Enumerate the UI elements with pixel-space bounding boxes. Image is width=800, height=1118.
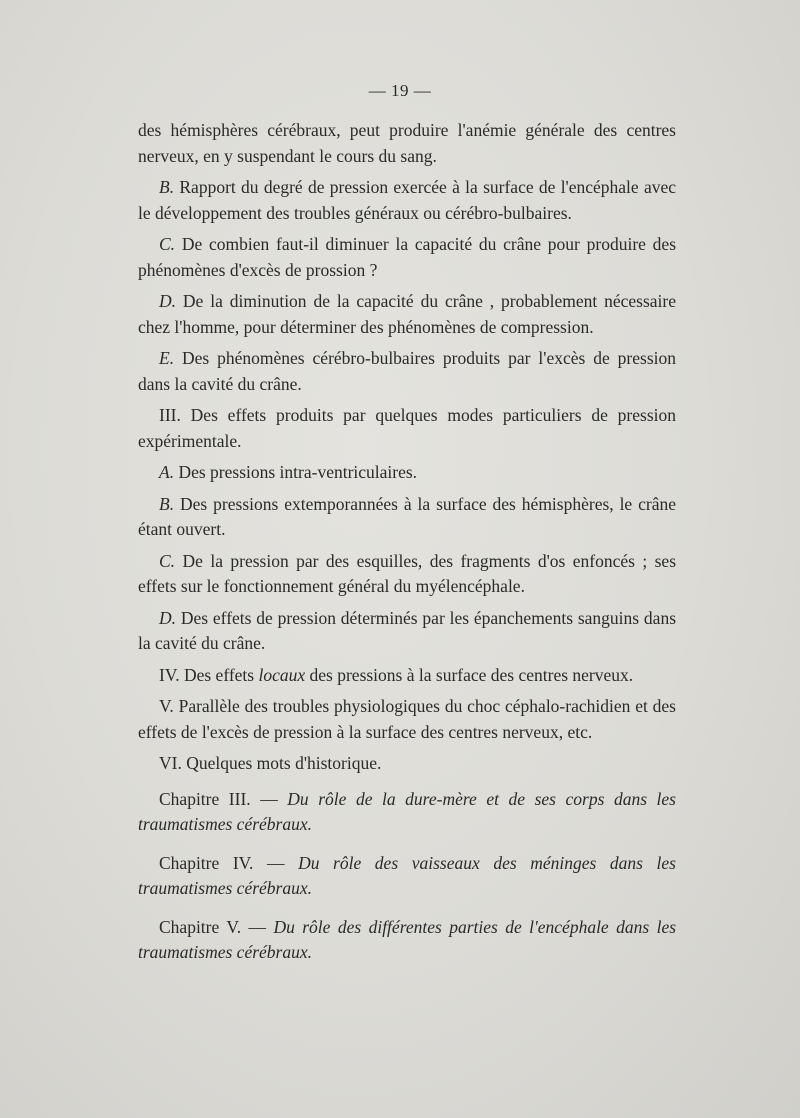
section-item-e <box>138 346 676 397</box>
section-item-d <box>138 289 676 340</box>
chapter-heading-v <box>138 915 676 966</box>
item-label: B. <box>159 177 175 197</box>
section-heading-v: V. Parallèle des troubles physiologiques du choc céphalo-rachidien et des effets de l'excès de pression à la surface des centres nerveux, etc. <box>138 696 676 742</box>
item-text: Des effets de pression déterminés par les épanchements sanguins dans la cavité du crâne. <box>138 607 676 653</box>
section-heading-iii: III. Des effets produits par quelques modes particuliers de pression expérimentale. <box>138 405 676 451</box>
item-text: Des pressions extemporannées à la surface des hémisphères, le crâne étant ouvert. <box>138 493 677 539</box>
subsection-item-d <box>138 606 676 657</box>
item-text: De la diminution de la capacité du crâne , probablement nécessaire chez l'homme, pour déterminer des phénomènes de compression. <box>138 291 677 337</box>
item-label: A. <box>159 462 175 482</box>
item-label: B. <box>159 493 175 514</box>
item-text: De combien faut-il diminuer la capacité du crâne pour produire des phénomènes d'excès de prossion ? <box>138 234 676 280</box>
item-text: Des pressions intra-ventriculaires. <box>178 462 418 482</box>
item-label: C. <box>159 550 176 571</box>
chapter-title: Du rôle de la dure-mère et de ses corps dans les traumatismes cérébraux. <box>138 788 676 834</box>
chapter-label: Chapitre III. — <box>159 788 278 809</box>
emphasis-word: locaux <box>258 664 306 685</box>
subsection-item-c <box>138 549 676 600</box>
item-label: E. <box>159 348 175 368</box>
item-label: D. <box>159 291 177 311</box>
paragraph-continuation: des hémisphères cérébraux, peut produire l'anémie générale des centres nerveux, en y suspendant le cours du sang. <box>138 120 676 166</box>
page-number: — 19 — <box>368 81 432 100</box>
section-item-c <box>138 232 676 283</box>
section-heading-vi: VI. Quelques mots d'historique. <box>159 753 382 773</box>
subsection-item-a <box>138 460 676 486</box>
page-text <box>138 118 676 979</box>
chapter-heading-iii <box>138 787 676 838</box>
chapter-title: Du rôle des différentes parties de l'encéphale dans les traumatismes cérébraux. <box>138 916 677 962</box>
item-label: D. <box>159 607 177 628</box>
chapter-title: Du rôle des vaisseaux des méninges dans les traumatismes cérébraux. <box>138 852 676 898</box>
item-label: C. <box>159 234 176 254</box>
chapter-label: Chapitre V. — <box>159 916 267 937</box>
item-text: Des phénomènes cérébro-bulbaires produits par l'excès de pression dans la cavité du crâne. <box>138 348 676 394</box>
chapter-label: Chapitre IV. — <box>159 852 285 873</box>
chapter-heading-iv <box>138 851 676 902</box>
section-item-b <box>138 175 676 226</box>
subsection-item-b <box>138 492 676 543</box>
item-text: Rapport du degré de pression exercée à la surface de l'encéphale avec le développement des troubles généraux ou cérébro-bulbaires. <box>138 177 677 223</box>
item-text: De la pression par des esquilles, des fragments d'os enfoncés ; ses effets sur le fonctionnement général du myélencéphale. <box>138 550 677 596</box>
section-heading-iv: IV. Des effets locaux des pressions à la surface des centres nerveux. <box>159 664 634 685</box>
